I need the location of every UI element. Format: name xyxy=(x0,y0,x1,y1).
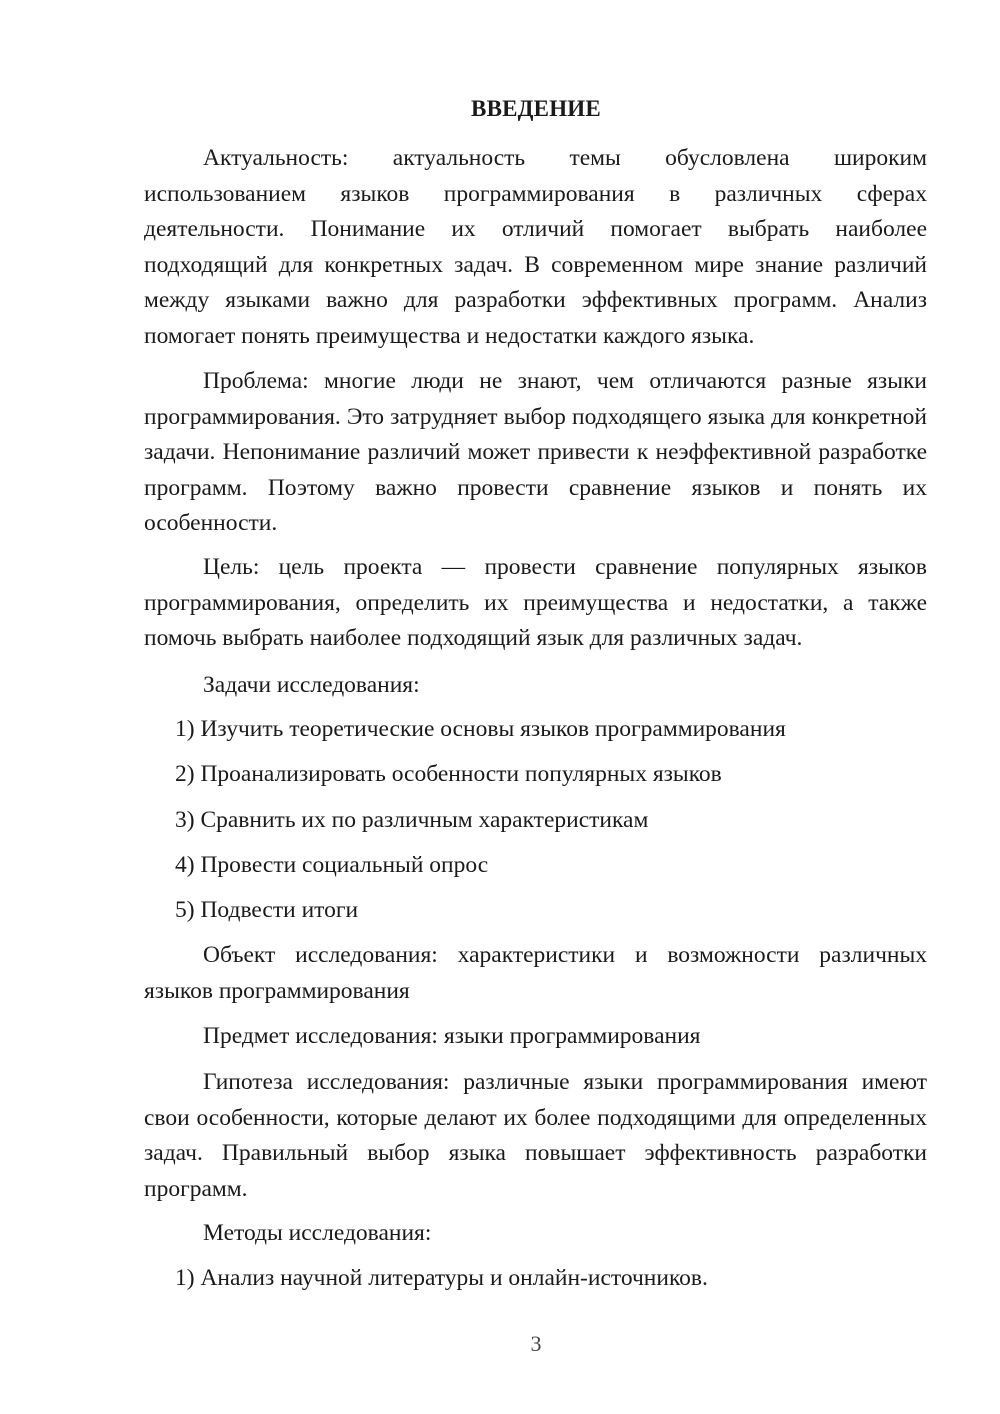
task-item: 4) Провести социальный опрос xyxy=(175,852,489,878)
page-number: 3 xyxy=(530,1331,542,1356)
paragraph-relevance: Актуальность: актуальность темы обусловлена широким использованием языков программирования в различных сферах деятельности. Понимание их отличий помогает выбрать наиболее подходящий для конкретных задач. В современном мире знание различий между языками важно для разработки эффективных программ. Анализ помогает понять преимущества и недостатки каждого языка. xyxy=(144,145,927,349)
research-subject: Предмет исследования: языки программирования xyxy=(203,1023,701,1049)
paragraph-goal: Цель: цель проекта — провести сравнение популярных языков программирования, определить их преимущества и недостатки, а также помочь выбрать наиболее подходящий язык для различных задач. xyxy=(144,554,927,651)
page-title: ВВЕДЕНИЕ xyxy=(471,96,601,121)
paragraph-hypothesis: Гипотеза исследования: различные языки программирования имеют свои особенности, которые делают их более подходящими для определенных задач. Правильный выбор языка повышает эффективность разработки программ. xyxy=(144,1069,927,1202)
task-item: 1) Изучить теоретические основы языков программирования xyxy=(175,716,786,742)
task-item: 3) Сравнить их по различным характеристикам xyxy=(175,807,649,833)
task-item: 5) Подвести итоги xyxy=(175,897,359,923)
paragraph-problem: Проблема: многие люди не знают, чем отличаются разные языки программирования. Это затрудняет выбор подходящего языка для конкретной задачи. Непонимание различий может привести к неэффективной разработке программ. Поэтому важно провести сравнение языков и понять их особенности. xyxy=(144,368,927,536)
method-item: 1) Анализ научной литературы и онлайн-источников. xyxy=(175,1265,708,1291)
paragraph-object: Объект исследования: характеристики и возможности различных языков программирования xyxy=(144,942,927,1004)
task-item: 2) Проанализировать особенности популярных языков xyxy=(175,761,722,787)
tasks-heading: Задачи исследования: xyxy=(203,672,420,698)
methods-heading: Методы исследования: xyxy=(203,1220,432,1246)
